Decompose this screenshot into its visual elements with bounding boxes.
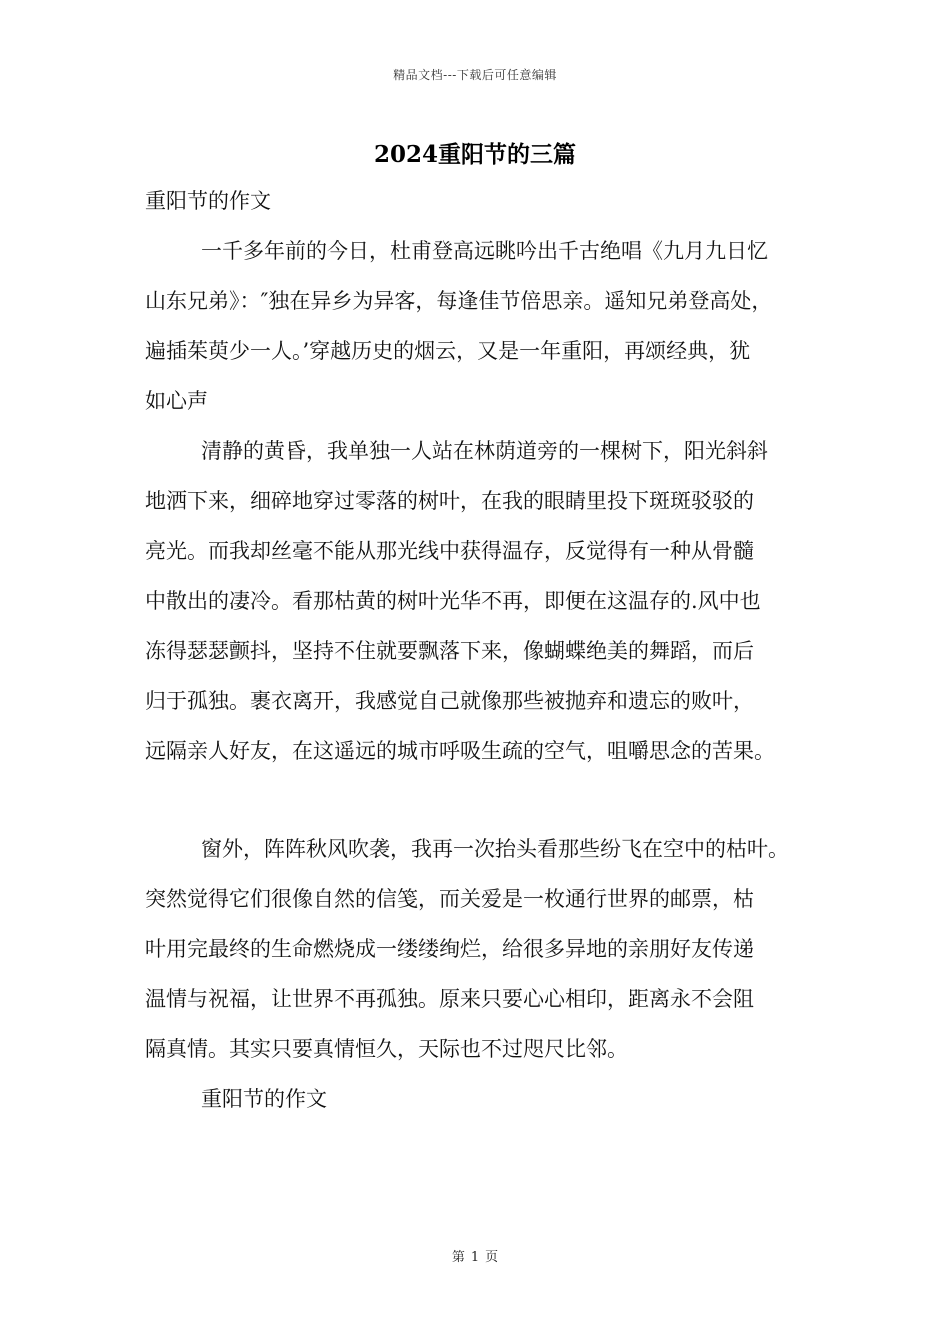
section-heading-text: 重阳节的作文 <box>145 189 271 213</box>
paragraph-line: 中散出的凄冷。看那枯黄的树叶光华不再，即便在这温存的.风中也 <box>145 589 761 613</box>
paragraph-line: 归于孤独。裹衣离开，我感觉自己就像那些被抛弃和遗忘的败叶， <box>145 689 754 713</box>
paragraph-line: 地洒下来，细碎地穿过零落的树叶，在我的眼睛里投下斑斑驳驳的 <box>145 489 754 513</box>
section-heading-text: 重阳节的作文 <box>201 1087 327 1111</box>
paragraph-line: 突然觉得它们很像自然的信笺，而关爱是一枚通行世界的邮票，枯 <box>145 887 754 911</box>
paragraph-3 <box>145 824 825 1074</box>
paragraph-2 <box>145 426 825 776</box>
paragraph-line: 隔真情。其实只要真情恒久，天际也不过咫尺比邻。 <box>145 1037 628 1061</box>
page-number: 1 <box>470 1250 480 1265</box>
section-heading <box>145 176 825 226</box>
page-header: 精品文档---下载后可任意编辑 <box>393 68 557 82</box>
page-number-prefix: 第 <box>451 1250 465 1265</box>
paragraph-line: 山东兄弟》：″独在异乡为异客，每逢佳节倍思亲。遥知兄弟登高处， <box>145 289 773 313</box>
page-footer <box>0 1246 950 1265</box>
paragraph-line: 远隔亲人好友，在这遥远的城市呼吸生疏的空气，咀嚼思念的苦果。 <box>145 739 775 763</box>
page-number-suffix: 页 <box>485 1250 499 1265</box>
paragraph-line: 亮光。而我却丝毫不能从那光线中获得温存，反觉得有一种从骨髓 <box>145 539 754 563</box>
paragraph-line: 窗外，阵阵秋风吹袭，我再一次抬头看那些纷飞在空中的枯叶。 <box>201 837 789 861</box>
section-heading-2 <box>145 1074 825 1124</box>
document-title: 2024重阳节的三篇 <box>373 141 576 168</box>
paragraph-line: 如心声 <box>145 389 208 413</box>
paragraph-line: 温情与祝福，让世界不再孤独。原来只要心心相印，距离永不会阻 <box>145 987 754 1011</box>
paragraph-1 <box>145 226 825 426</box>
paragraph-line: 遍插茱萸少一人。’穿越历史的烟云，又是一年重阳，再颂经典，犹 <box>145 339 751 363</box>
paragraph-line: 清静的黄昏，我单独一人站在林荫道旁的一棵树下，阳光斜斜 <box>201 439 768 463</box>
paragraph-line: 冻得瑟瑟颤抖，坚持不住就要飘落下来，像蝴蝶绝美的舞蹈，而后 <box>145 639 754 663</box>
paragraph-line: 一千多年前的今日，杜甫登高远眺吟出千古绝唱《九月九日忆 <box>201 239 768 263</box>
paragraph-line: 叶用完最终的生命燃烧成一缕缕绚烂，给很多异地的亲朋好友传递 <box>145 937 754 961</box>
